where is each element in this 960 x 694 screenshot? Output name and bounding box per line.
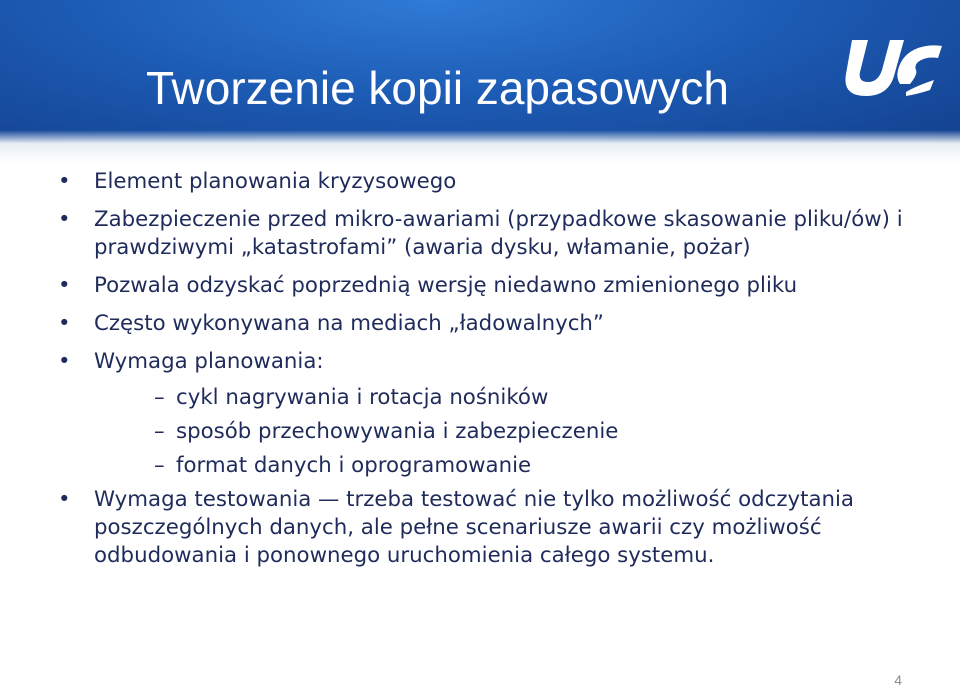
bullet-item [58, 168, 918, 196]
bullet-text: Często wykonywana na mediach „ładowalnych” [94, 311, 604, 336]
dash-icon: – [154, 385, 165, 410]
bullet-icon: • [58, 273, 71, 298]
bullet-item [58, 348, 918, 376]
bullet-item [58, 272, 918, 300]
bullet-item [58, 206, 918, 262]
bullet-text: Wymaga testowania — trzeba testować nie tylko możliwość odczytania poszczególnych danych, ale pełne scenariusze awarii czy możliwość odbudowania i ponownego uruchomienia całego systemu. [94, 487, 854, 568]
bullet-icon: • [58, 311, 71, 336]
sub-item-text: sposób przechowywania i zabezpieczenie [176, 419, 619, 444]
bullet-text: Wymaga planowania: [94, 349, 324, 374]
page-number: 4 [894, 672, 902, 688]
dash-icon: – [154, 419, 165, 444]
bullet-item [58, 486, 918, 570]
university-logo-icon [838, 30, 948, 100]
bullet-icon: • [58, 349, 71, 374]
sub-item-text: cykl nagrywania i rotacja nośników [176, 385, 549, 410]
dash-icon: – [154, 453, 165, 478]
slide-content [58, 168, 918, 580]
bullet-icon: • [58, 207, 71, 232]
bullet-text: Pozwala odzyskać poprzednią wersję niedawno zmienionego pliku [94, 273, 798, 298]
bullet-icon: • [58, 487, 71, 512]
bullet-text: Element planowania kryzysowego [94, 169, 457, 194]
sub-item [58, 384, 918, 412]
bullet-item [58, 310, 918, 338]
bullet-text: Zabezpieczenie przed mikro-awariami (przypadkowe skasowanie pliku/ów) i prawdziwymi „katastrofami” (awaria dysku, włamanie, pożar) [94, 207, 903, 260]
sub-item [58, 452, 918, 480]
bullet-icon: • [58, 169, 71, 194]
slide-title: Tworzenie kopii zapasowych [146, 62, 729, 114]
header-fade [0, 130, 960, 164]
sub-item [58, 418, 918, 446]
sub-item-text: format danych i oprogramowanie [176, 453, 532, 478]
